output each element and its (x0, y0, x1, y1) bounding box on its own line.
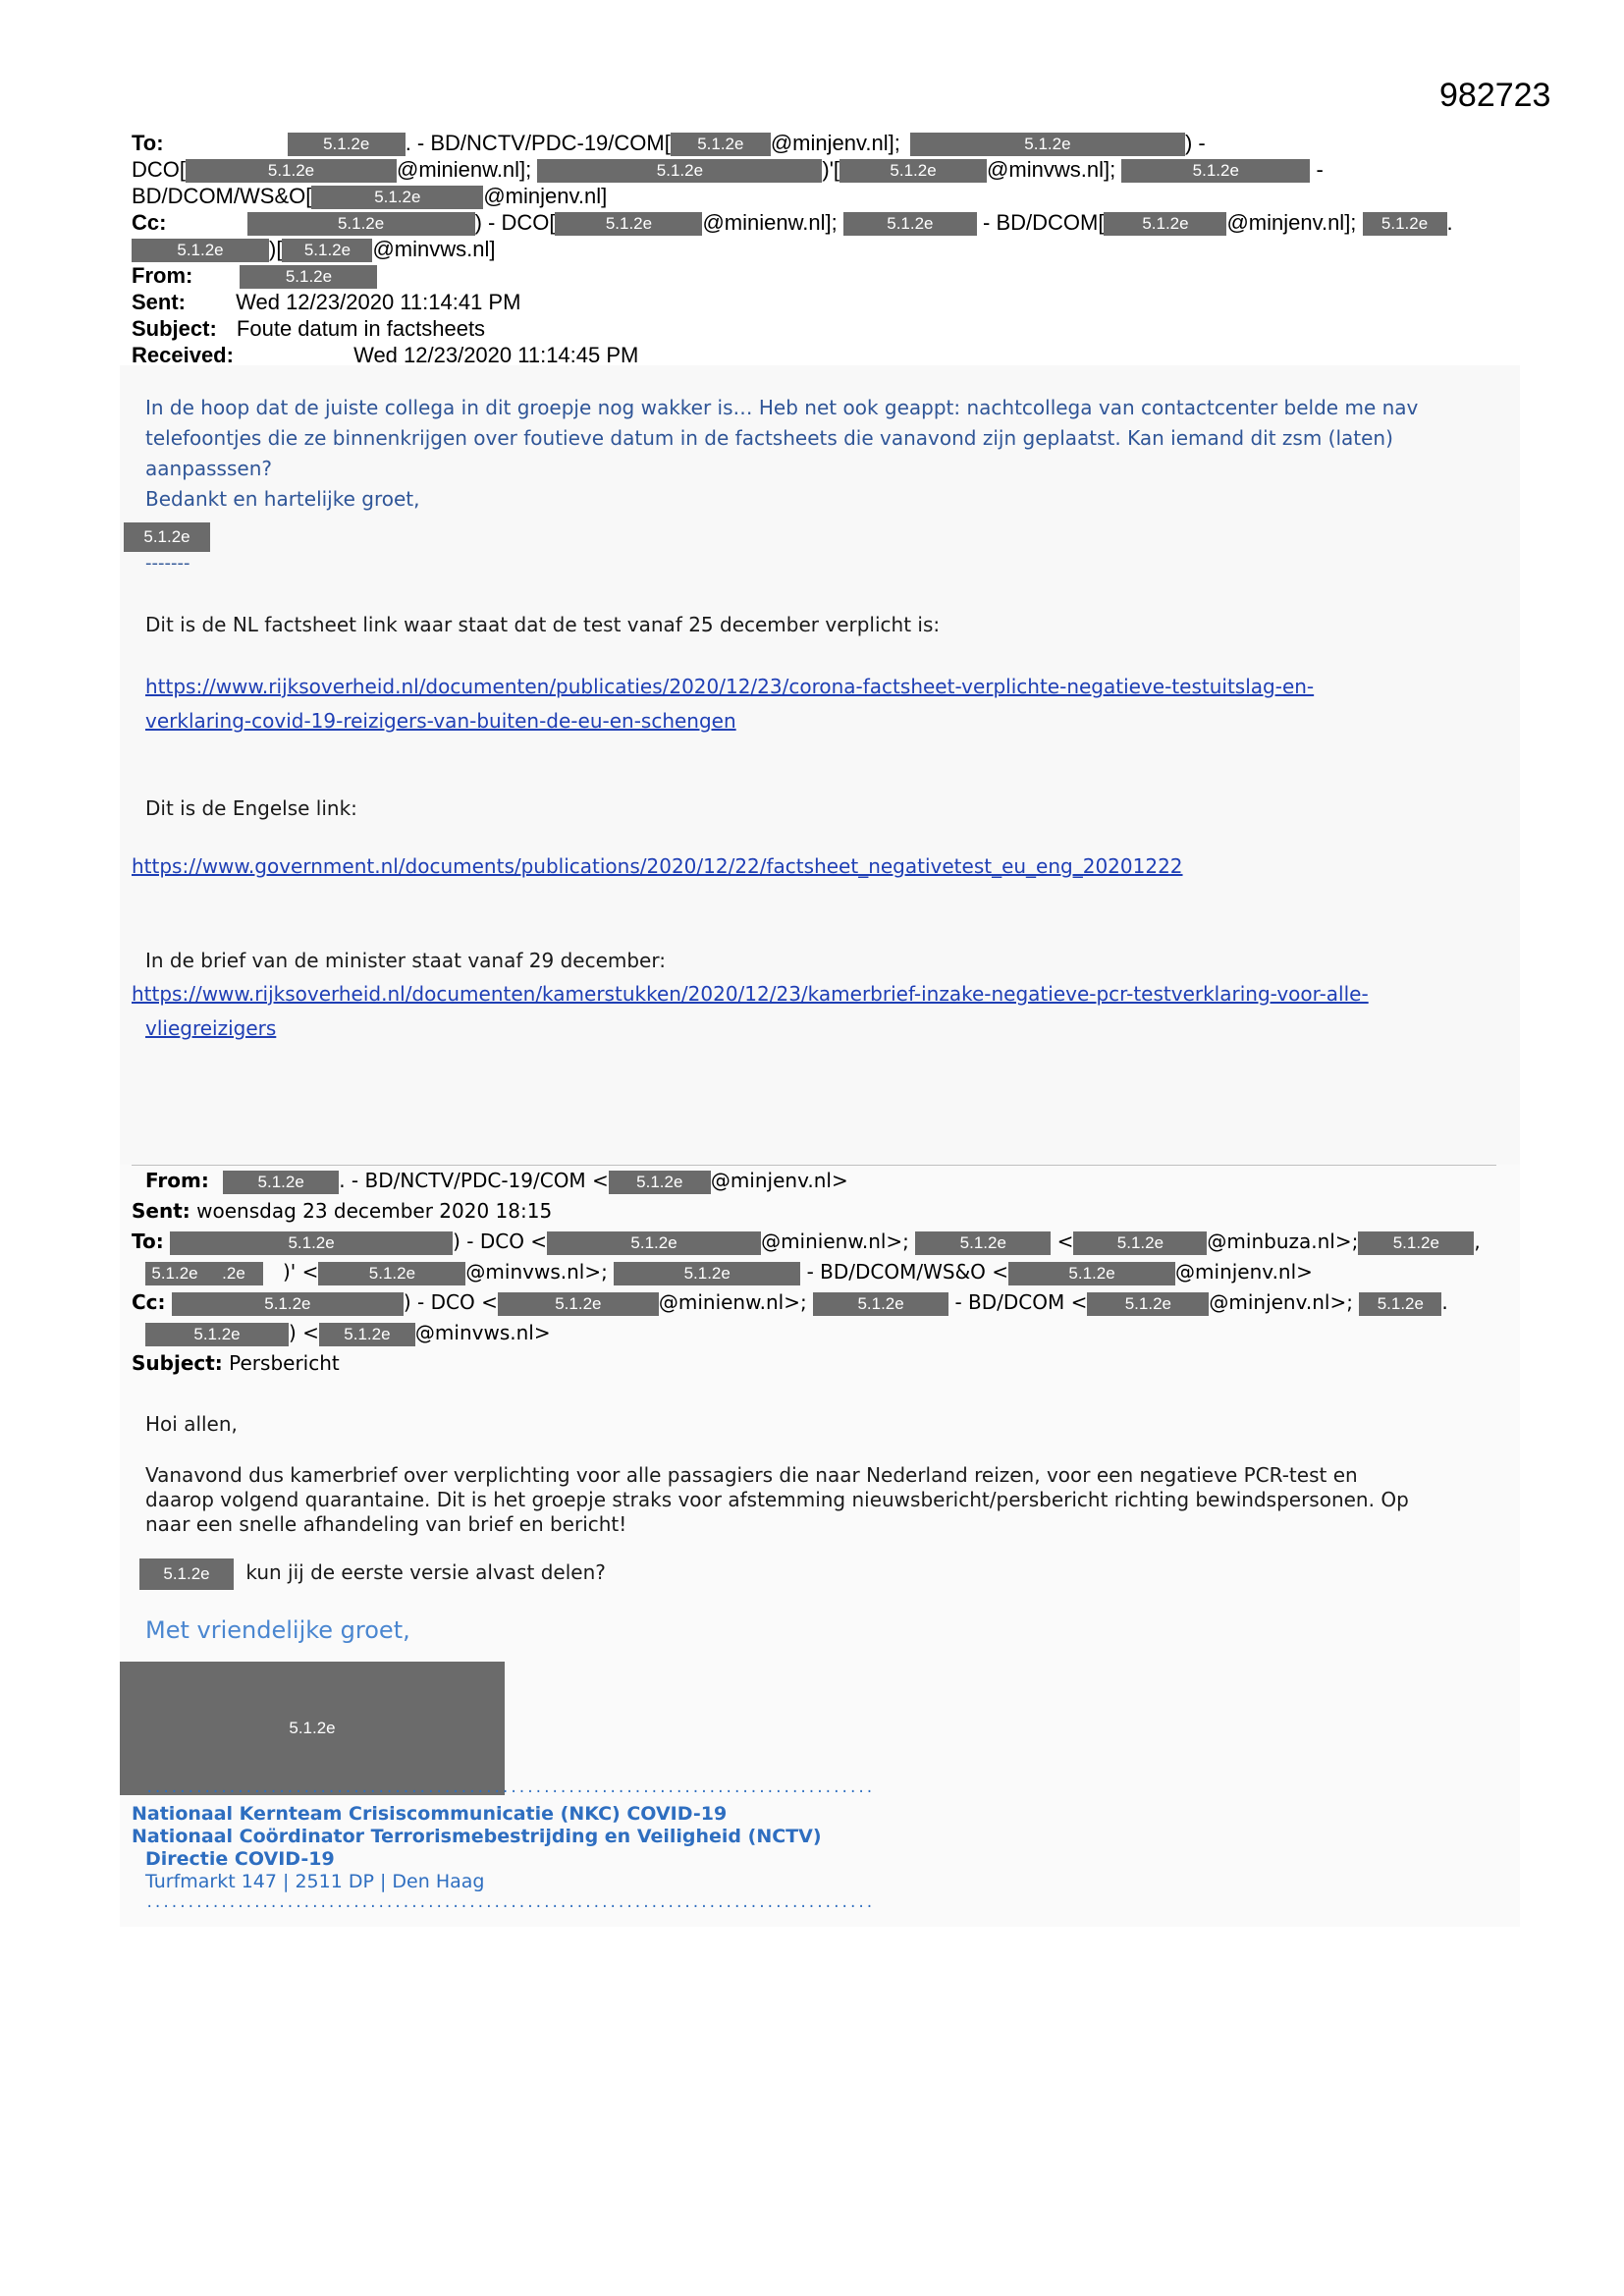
brief-link-line-2[interactable]: vliegreizigers (145, 1016, 277, 1040)
redaction-box: 5.1.2e (839, 159, 987, 183)
nl-link-line-2[interactable]: verklaring-covid-19-reizigers-van-buiten-de-eu-en-schengen (145, 709, 736, 733)
ask-text: kun jij de eerste versie alvast delen? (245, 1560, 606, 1584)
signature-line-4: Turfmarkt 147 | 2511 DP | Den Haag (145, 1871, 485, 1892)
signature-line-1: Nationaal Kernteam Crisiscommunicatie (NKC) COVID-19 (132, 1803, 728, 1825)
redaction-box: 5.1.2e (1008, 1262, 1175, 1285)
body-line: Bedankt en hartelijke groet, (145, 487, 420, 511)
email2-subject-line (132, 1348, 340, 1379)
from-text: . - BD/NCTV/PDC-19/COM < (339, 1169, 609, 1192)
nl-factsheet-link[interactable] (145, 671, 1314, 739)
cc-text: . (1441, 1290, 1448, 1314)
redaction-box: 5.1.2e (547, 1231, 761, 1255)
redaction-box: 5.1.2e (614, 1262, 800, 1285)
to-text: @minjenv.nl> (1175, 1260, 1313, 1284)
ask-line (139, 1558, 606, 1590)
sent-label: Sent: (132, 290, 186, 314)
cc-text: ) < (289, 1321, 319, 1344)
email1-cc-line-2 (132, 236, 495, 262)
email1-subject-line (132, 315, 485, 342)
cc-text: @minvws.nl] (372, 237, 496, 261)
email2-sent-line (132, 1196, 552, 1227)
email1-cc-line-1 (132, 209, 1453, 236)
to-text: @minvws.nl]; (987, 157, 1116, 182)
signature-line-2: Nationaal Coördinator Terrorismebestrijding en Veiligheid (NCTV) (132, 1826, 822, 1847)
redaction-box: 5.1.2e (813, 1292, 948, 1316)
redaction-box: 5.1.2e (186, 159, 397, 183)
separator-line: ------- (145, 553, 190, 574)
email1-body (145, 393, 1418, 515)
redaction-box: 5.1.2e (1104, 212, 1226, 236)
paragraph-line: naar een snelle afhandeling van brief en bericht! (145, 1512, 627, 1536)
redaction-box: 5.1.2e (555, 212, 702, 236)
email2-from-line (145, 1166, 848, 1196)
sent-value: Wed 12/23/2020 11:14:41 PM (236, 290, 521, 314)
sent-label: Sent: (132, 1199, 190, 1223)
cc-text: @minienw.nl>; (658, 1290, 807, 1314)
sent-value: woensdag 23 december 2020 18:15 (196, 1199, 553, 1223)
to-label: To: (132, 1230, 164, 1253)
redaction-box: 5.1.2e (318, 1262, 465, 1285)
signature-line-3: Directie COVID-19 (145, 1848, 335, 1870)
redaction-box: 5.1.2e (1121, 159, 1310, 183)
paragraph-line: daarop volgend quarantaine. Dit is het groepje straks voor afstemming nieuwsbericht/persbericht richting bewindspersonen. Op (145, 1488, 1409, 1511)
redaction-box: 5.1.2e (282, 239, 372, 262)
kamerbrief-link[interactable] (132, 978, 1369, 1047)
to-text: @minjenv.nl] (483, 184, 608, 208)
en-factsheet-link[interactable] (132, 854, 1183, 878)
redaction-box: 5.1.2e (671, 133, 771, 156)
redaction-box: 5.1.2e (120, 1662, 505, 1795)
cc-text: ) - DCO[ (474, 210, 556, 235)
redaction-box: 5.1.2e (1363, 212, 1447, 236)
email1-from-line (132, 262, 377, 289)
to-text: @minbuza.nl>; (1207, 1230, 1359, 1253)
cc-text: - BD/DCOM < (954, 1290, 1088, 1314)
to-text: ) - DCO < (453, 1230, 548, 1253)
paragraph-line: Vanavond dus kamerbrief over verplichting voor alle passagiers die naar Nederland reizen, voor een negatieve PCR-test en (145, 1463, 1358, 1487)
redaction-box: 5.1.2e (910, 133, 1185, 156)
to-text: BD/DCOM/WS&O[ (132, 184, 312, 208)
signature-dots-bottom: ........................................................................................ (145, 1895, 874, 1911)
to-text: )' < (283, 1260, 319, 1284)
to-text: )'[ (822, 157, 840, 182)
redaction-box: 5.1.2e (1358, 1231, 1474, 1255)
cc-text: @minvws.nl> (414, 1321, 551, 1344)
email1-to-line-2 (132, 156, 1324, 183)
closing: Met vriendelijke groet, (145, 1616, 410, 1644)
to-text: @minienw.nl>; (761, 1230, 909, 1253)
brief-link-line-1[interactable]: https://www.rijksoverheid.nl/documenten/kamerstukken/2020/12/23/kamerbrief-inzake-negatieve-pcr-testverklaring-voor-alle- (132, 982, 1369, 1006)
redaction-box: 5.1.2e (1073, 1231, 1207, 1255)
cc-text: @minjenv.nl>; (1209, 1290, 1353, 1314)
redaction-box: 5.1.2e (145, 1262, 204, 1285)
signature-redaction (120, 1662, 505, 1795)
to-text: DCO[ (132, 157, 186, 182)
redaction-box: 5.1.2e (247, 212, 475, 236)
to-text: , (1474, 1230, 1481, 1253)
to-text: @minienw.nl]; (397, 157, 532, 182)
to-text: < (1056, 1230, 1074, 1253)
redaction-box: 5.1.2e (1359, 1292, 1441, 1316)
greeting: Hoi allen, (145, 1412, 238, 1436)
to-text: @minjenv.nl]; (770, 131, 900, 155)
cc-text: @minienw.nl]; (702, 210, 838, 235)
cc-label: Cc: (132, 1290, 166, 1314)
document-number: 982723 (1439, 77, 1551, 114)
redaction-box: 5.1.2e (843, 212, 977, 236)
subject-value: Foute datum in factsheets (236, 316, 486, 341)
signature-dots-top: ........................................................................................ (145, 1780, 874, 1796)
email1-received-line (132, 342, 638, 368)
redaction-box: 5.1.2e (145, 1323, 289, 1346)
email1-sent-line (132, 289, 520, 315)
to-label: To: (132, 131, 164, 155)
email2-to-line-2 (145, 1257, 1313, 1287)
to-text: - (1316, 157, 1324, 182)
subject-label: Subject: (132, 1351, 223, 1375)
cc-text: ) - DCO < (403, 1290, 498, 1314)
to-text: . - BD/NCTV/PDC-19/COM[ (405, 131, 671, 155)
cc-text: - BD/DCOM[ (983, 210, 1105, 235)
redaction-box: 5.1.2e (139, 1558, 234, 1590)
redaction-box: 5.1.2e (319, 1323, 415, 1346)
redaction-box: 5.1.2e (311, 186, 483, 209)
from-text: @minjenv.nl> (710, 1169, 848, 1192)
received-value: Wed 12/23/2020 11:14:45 PM (353, 343, 639, 367)
nl-link-line-1[interactable]: https://www.rijksoverheid.nl/documenten/publicaties/2020/12/23/corona-factsheet-verplichte-negatieve-testuitslag-en- (145, 675, 1315, 698)
email2-paragraph (145, 1463, 1409, 1537)
en-link-intro: Dit is de Engelse link: (145, 796, 357, 820)
body-line: In de hoop dat de juiste collega in dit groepje nog wakker is… Heb net ook geappt: nachtcollega van contactcenter belde me nav (145, 396, 1419, 419)
subject-value: Persbericht (229, 1351, 340, 1375)
redaction-box-partial: .2e (204, 1262, 263, 1285)
redaction-box: 5.1.2e (915, 1231, 1051, 1255)
subject-label: Subject: (132, 316, 217, 341)
signature (132, 1803, 822, 1893)
email2-cc-line-1 (132, 1287, 1448, 1318)
redaction-box: 5.1.2e (537, 159, 822, 183)
redaction-box: 5.1.2e (223, 1171, 339, 1194)
redaction-box: 5.1.2e (170, 1231, 453, 1255)
body-line: telefoontjes die ze binnenkrijgen over foutieve datum in de factsheets die vanavond zijn geplaatst. Kan iemand dit zsm (laten) (145, 426, 1393, 450)
to-text: - BD/DCOM/WS&O < (806, 1260, 1009, 1284)
body-line: aanpasssen? (145, 457, 272, 480)
redaction-box: 5.1.2e (609, 1171, 711, 1194)
cc-label: Cc: (132, 210, 167, 235)
redaction-box: 5.1.2e (124, 522, 210, 552)
redaction-box: 5.1.2e (172, 1292, 404, 1316)
cc-text: @minjenv.nl]; (1226, 210, 1357, 235)
redaction-box: 5.1.2e (288, 133, 406, 156)
brief-intro: In de brief van de minister staat vanaf 29 december: (145, 949, 666, 972)
nl-factsheet-intro: Dit is de NL factsheet link waar staat dat de test vanaf 25 december verplicht is: (145, 613, 941, 636)
email2-cc-line-2 (145, 1318, 551, 1348)
cc-text: . (1446, 210, 1453, 235)
cc-text: )[ (269, 237, 283, 261)
en-link[interactable]: https://www.government.nl/documents/publications/2020/12/22/factsheet_negativetest_eu_eng_20201222 (132, 854, 1183, 878)
from-label: From: (145, 1169, 209, 1192)
from-label: From: (132, 263, 193, 288)
received-label: Received: (132, 343, 234, 367)
redaction-box: 5.1.2e (132, 239, 269, 262)
email1-to-line-1 (132, 130, 1206, 156)
to-text: ) - (1184, 131, 1206, 155)
to-text: @minvws.nl>; (465, 1260, 608, 1284)
email2-to-line-1 (132, 1227, 1481, 1257)
redaction-box: 5.1.2e (240, 265, 377, 289)
redaction-box: 5.1.2e (498, 1292, 659, 1316)
email1-to-line-3 (132, 183, 607, 209)
redaction-box: 5.1.2e (1087, 1292, 1209, 1316)
